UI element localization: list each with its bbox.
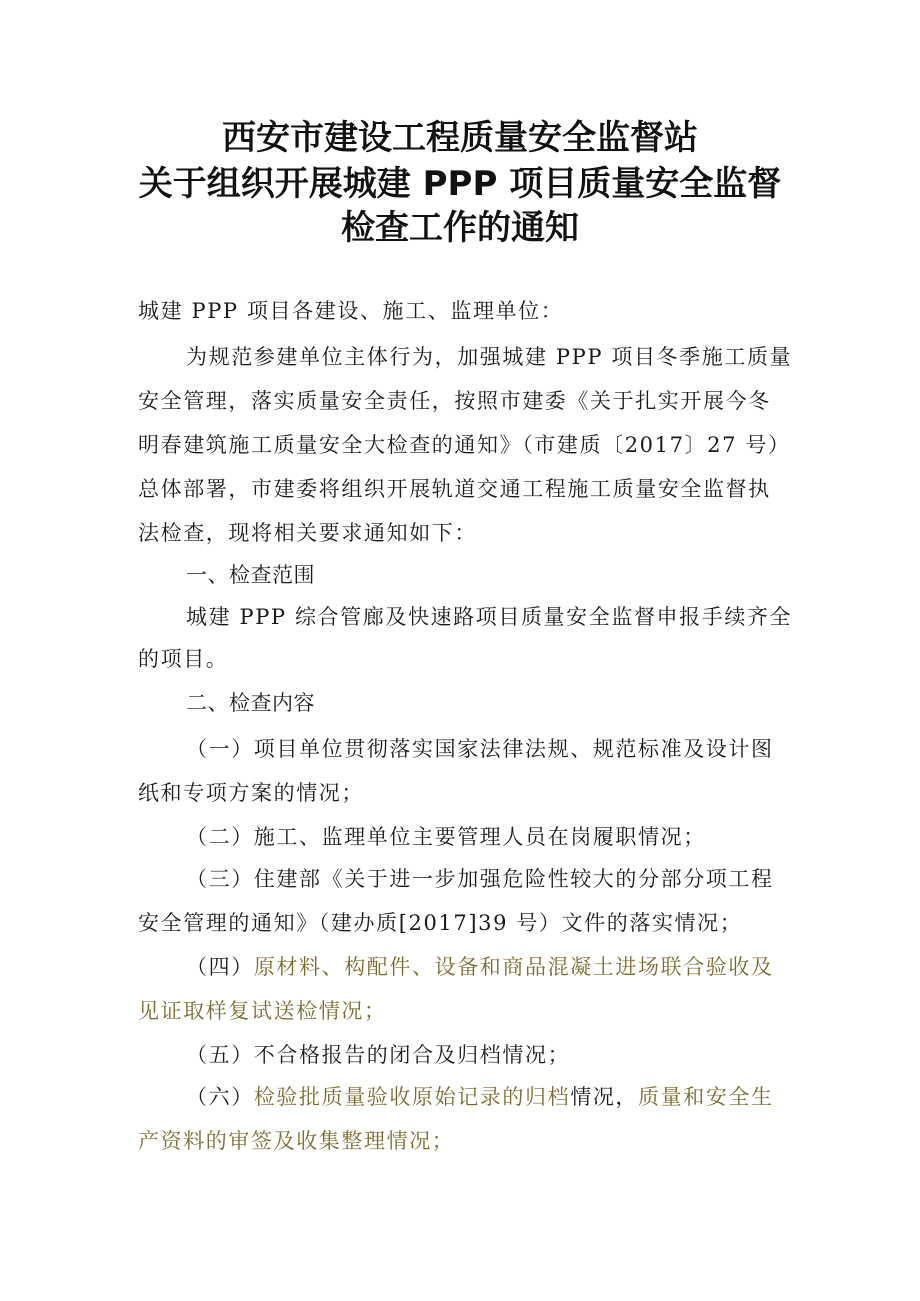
title-line-3: 检查工作的通知 bbox=[341, 208, 579, 248]
item-6-line-1 bbox=[186, 1082, 798, 1112]
title-line-2: 关于组织开展城建 PPP 项目质量安全监督 bbox=[138, 164, 782, 204]
scope-line-1: 城建 PPP 综合管廊及快速路项目质量安全监督申报手续齐全 bbox=[186, 605, 793, 629]
item-4-prefix: （四） bbox=[186, 955, 254, 979]
item-6-text-b: 情况， bbox=[570, 1085, 639, 1109]
intro-line-1: 为规范参建单位主体行为，加强城建 PPP 项目冬季施工质量 bbox=[186, 345, 793, 369]
item-5: （五）不合格报告的闭合及归档情况； bbox=[186, 1043, 571, 1067]
item-3-line-2: 安全管理的通知》（建办质[2017]39 号）文件的落实情况； bbox=[138, 911, 743, 935]
section-heading-content: 二、检查内容 bbox=[186, 691, 315, 715]
item-6-line-2: 产资料的审签及收集整理情况； bbox=[138, 1129, 455, 1153]
salutation: 城建 PPP 项目各建设、施工、监理单位： bbox=[138, 299, 564, 323]
scope-line-2: 的项目。 bbox=[138, 647, 229, 671]
item-2: （二）施工、监理单位主要管理人员在岗履职情况； bbox=[186, 825, 706, 849]
intro-line-3: 明春建筑施工质量安全大检查的通知》（市建质〔2017〕27 号） bbox=[138, 433, 791, 457]
item-4-line-1 bbox=[186, 952, 798, 982]
item-4-text: 原材料、构配件、设备和商品混凝土进场联合验收及 bbox=[253, 955, 774, 979]
item-3-line-1: （三）住建部《关于进一步加强危险性较大的分部分项工程 bbox=[186, 867, 774, 891]
section-heading-scope: 一、检查范围 bbox=[186, 563, 315, 587]
title-line-1: 西安市建设工程质量安全监督站 bbox=[222, 118, 698, 158]
item-1-line-2: 纸和专项方案的情况； bbox=[138, 781, 364, 805]
intro-line-4: 总体部署，市建委将组织开展轨道交通工程施工质量安全监督执 bbox=[138, 477, 771, 501]
item-6-text-c: 质量和安全生 bbox=[638, 1085, 774, 1109]
item-1-line-1: （一）项目单位贯彻落实国家法律法规、规范标准及设计图 bbox=[186, 737, 774, 761]
item-6-prefix: （六） bbox=[186, 1085, 254, 1109]
item-4-line-2: 见证取样复试送检情况； bbox=[138, 999, 387, 1023]
intro-line-2: 安全管理，落实质量安全责任，按照市建委《关于扎实开展今冬 bbox=[138, 389, 771, 413]
intro-line-5: 法检查，现将相关要求通知如下： bbox=[138, 521, 477, 545]
item-6-text-a: 检验批质量验收原始记录的归档 bbox=[253, 1085, 571, 1109]
